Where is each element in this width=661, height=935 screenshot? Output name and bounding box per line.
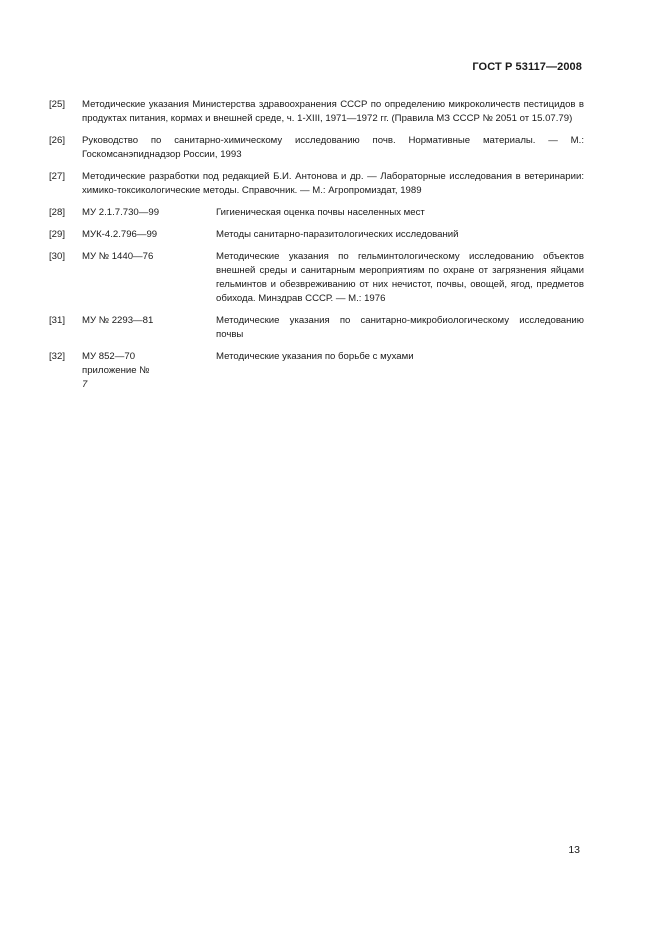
reference-number: [32] — [49, 351, 66, 362]
reference-item — [49, 228, 584, 242]
reference-number: [28] — [49, 207, 66, 218]
document-header: ГОСТ Р 53117—2008 — [472, 61, 582, 73]
reference-text: Руководство по санитарно-химическому исследованию почв. Нормативные материалы. — М.: Госкомсанэпиднадзор России, 1993 — [82, 135, 584, 160]
reference-code-main: МУ 852—70 — [82, 351, 136, 362]
appendix-number: 7 — [82, 379, 88, 390]
reference-title: Методические указания по гельминтологическому исследованию объектов внешней среды и санитарным мероприятиям по охране от загрязнения яйцами гельминтов и обезвреживанию от них нечистот, почвы, овощей, ягод, предметов обихода. Минздрав СССР. — М.: 1976 — [216, 251, 584, 304]
reference-code: МУ № 2293—81 — [82, 315, 154, 326]
reference-item — [49, 250, 584, 306]
reference-code: МУ 2.1.7.730—99 — [82, 207, 160, 218]
reference-number: [31] — [49, 315, 66, 326]
reference-code: МУК-4.2.796—99 — [82, 229, 158, 240]
reference-number: [27] — [49, 171, 66, 182]
reference-number: [25] — [49, 99, 66, 110]
reference-number: [30] — [49, 251, 66, 262]
reference-item — [49, 134, 584, 162]
bibliography-list — [49, 98, 584, 400]
reference-title: Гигиеническая оценка почвы населенных мест — [216, 207, 425, 218]
reference-appendix — [82, 364, 216, 392]
reference-item — [49, 350, 584, 392]
reference-number: [26] — [49, 135, 66, 146]
reference-text: Методические указания Министерства здравоохранения СССР по определению микроколичеств пестицидов в продуктах питания, кормах и внешней среде, ч. 1-XIII, 1971—1972 гг. (Правила МЗ СССР № 2051 от 15.07.79) — [82, 99, 584, 124]
reference-text: Методические разработки под редакцией Б.И. Антонова и др. — Лабораторные исследования в ветеринарии: химико-токсикологические методы. Справочник. — М.: Агропромиздат, 1989 — [82, 171, 584, 196]
reference-item — [49, 98, 584, 126]
reference-title: Методы санитарно-паразитологических исследований — [216, 229, 459, 240]
reference-number: [29] — [49, 229, 66, 240]
reference-item — [49, 170, 584, 198]
reference-item — [49, 314, 584, 342]
reference-code — [82, 350, 216, 392]
reference-title: Методические указания по санитарно-микробиологическому исследованию почвы — [216, 315, 584, 340]
reference-title: Методические указания по борьбе с мухами — [216, 351, 414, 362]
page-number: 13 — [568, 844, 580, 856]
appendix-label: приложение № — [82, 365, 150, 376]
reference-item — [49, 206, 584, 220]
reference-code: МУ № 1440—76 — [82, 251, 154, 262]
